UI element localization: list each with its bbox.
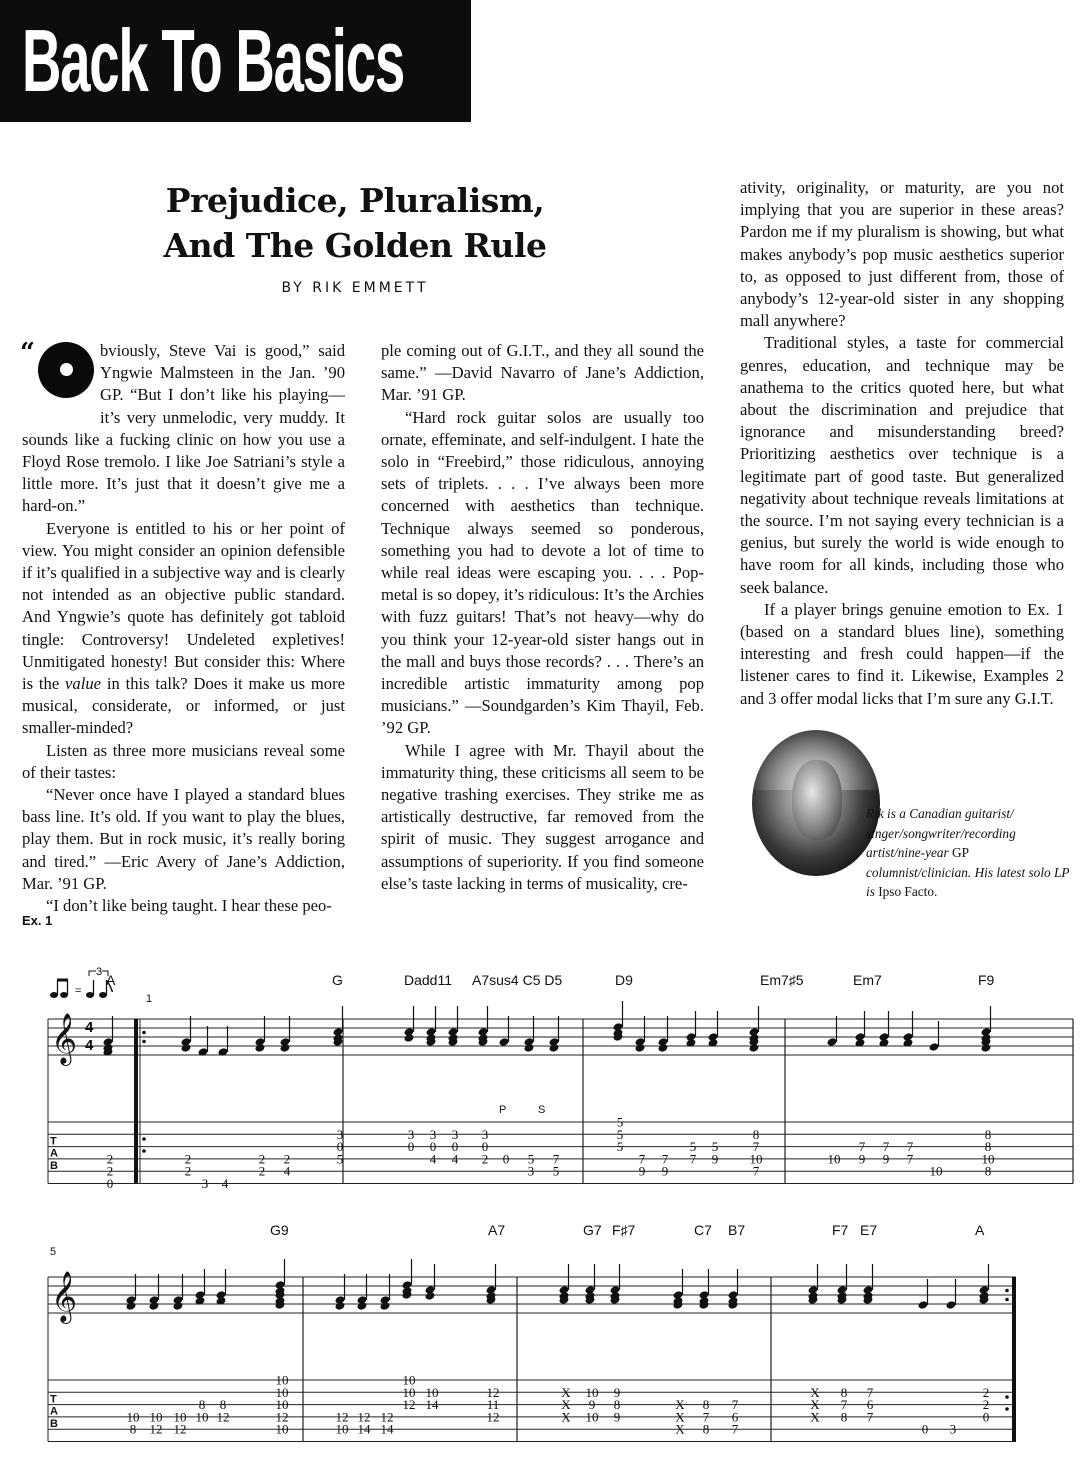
tab-fret-number: X <box>810 1397 820 1413</box>
paragraph: Everyone is entitled to his or her point of view. You might consider an opinion defensible if it’s qualified in a subjective way and is clearly not intended as an objective public standard. And Yngwie’s quote has definitely got tabloid tingle: Controversy! Undeleted expletives! Unmitigated honesty! But consider this: Where is the value in this talk? Does it make us more musical, considerate, or informed, or just smaller-minded? <box>22 518 345 738</box>
tab-fret-number: 0 <box>982 1409 990 1425</box>
tab-fret-number: 5 <box>616 1126 624 1142</box>
tab-fret-number: 3 <box>451 1126 459 1142</box>
section-banner <box>0 0 471 122</box>
tab-column <box>181 1016 192 1179</box>
tab-fret-number: 10 <box>929 1163 943 1179</box>
tab-fret-number: 9 <box>588 1397 596 1413</box>
tab-fret-number: 7 <box>689 1151 697 1167</box>
tab-column <box>708 1011 719 1166</box>
tab-fret-number: 10 <box>402 1384 416 1400</box>
tab-fret-number: 2 <box>481 1151 489 1167</box>
tab-fret-number: 12 <box>335 1409 349 1425</box>
tab-fret-number: 7 <box>906 1139 914 1155</box>
measure-number: 1 <box>146 993 153 1005</box>
tab-fret-number: 3 <box>201 1176 209 1191</box>
music-notation <box>0 930 1090 1462</box>
chord-symbol: G9 <box>270 1222 289 1238</box>
tab-column <box>837 1264 848 1424</box>
chord-symbol: Dadd11 <box>404 972 453 988</box>
tab-column <box>216 1269 230 1424</box>
tab-fret-number: 14 <box>357 1421 371 1437</box>
tab-fret-number: 7 <box>866 1409 874 1425</box>
tab-fret-number: 0 <box>481 1139 489 1155</box>
tab-column <box>946 1279 957 1437</box>
tab-column <box>486 1264 500 1424</box>
tab-fret-number: 2 <box>258 1151 266 1167</box>
chord-symbol: B7 <box>728 1222 746 1238</box>
tab-fret-number: 14 <box>425 1397 439 1413</box>
tab-column <box>929 1021 943 1179</box>
tab-fret-number: 7 <box>752 1163 760 1179</box>
tab-letter-b: B <box>50 1417 58 1430</box>
tab-column <box>728 1269 739 1437</box>
paragraph: “Never once have I played a standard blues bass line. It’s old. If you want to play the blues, play them. But in rock music, it’s really boring and tired.” —Eric Avery of Jane’s Addiction, Mar. ’91 GP. <box>22 785 345 893</box>
notehead <box>404 1033 415 1043</box>
tab-fret-number: 2 <box>283 1151 291 1167</box>
tab-fret-number: 2 <box>106 1163 114 1179</box>
tab-fret-number: 5 <box>711 1139 719 1155</box>
tab-fret-number: 8 <box>702 1421 710 1437</box>
notehead <box>126 1301 137 1311</box>
paragraph: “Hard rock guitar solos are usually too ornate, effeminate, and self-indulgent. I hate the solo in “Freebird,” those ridiculous, annoying sets of triplets. . . . I’ve always been more concerned with aesthetics than technique. Technique always seemed so ponderous, something you had to devote a lot of time to while real ideas were escaping you. . . . Pop-metal is so dopey, it’s ridiculous: It’s the Archies with fuzz guitars! That’s not heavy—why do you think your 12-year-old sister hangs out in the mall and buys those records? . . . There’s an incredible artistic immaturity among pop musicians.” —Soundgarden’s Kim Thayil, Feb. ’92 GP. <box>381 407 704 738</box>
tab-fret-number: 9 <box>882 1151 890 1167</box>
tab-letter-a: A <box>50 1405 58 1418</box>
paragraph: Listen as three more musicians reveal some of their tastes: <box>22 740 345 782</box>
tab-fret-number: 14 <box>380 1421 394 1437</box>
tab-fret-number: 10 <box>585 1409 599 1425</box>
tab-fret-number: 6 <box>866 1397 874 1413</box>
drop-cap-letter-o <box>38 342 94 398</box>
author-bio: Rik is a Canadian guitarist/ singer/songwriter/recording artist/nine-year GP columnist/clinician. His latest solo LP is Ipso Facto. <box>866 806 1070 899</box>
treble-clef-icon: 𝄞 <box>51 1013 78 1064</box>
tab-fret-number: 7 <box>752 1139 760 1155</box>
section-banner-title: Back To Basics <box>22 11 404 110</box>
author-photo <box>752 730 880 876</box>
notehead <box>524 1043 535 1053</box>
tab-fret-number: 10 <box>981 1151 995 1167</box>
tab-fret-number: 9 <box>613 1384 621 1400</box>
tab-column <box>499 1016 510 1166</box>
tab-column <box>879 1011 890 1166</box>
technique-mark-pull-off: P <box>499 1104 507 1116</box>
tab-fret-number: 7 <box>731 1397 739 1413</box>
tab-column <box>855 1011 866 1166</box>
notehead <box>635 1043 646 1053</box>
tab-fret-number: 8 <box>984 1126 992 1142</box>
tab-fret-number: 12 <box>149 1421 163 1437</box>
tab-fret-number: 10 <box>827 1151 841 1167</box>
repeat-dot <box>1005 1289 1009 1293</box>
article-column-3 <box>740 177 1064 710</box>
tab-fret-number: 5 <box>527 1151 535 1167</box>
notehead <box>149 1301 160 1311</box>
tab-fret-number: X <box>561 1409 571 1425</box>
tab-column <box>613 1001 624 1154</box>
tab-fret-number: 2 <box>982 1384 990 1400</box>
tab-fret-number: 7 <box>906 1151 914 1167</box>
tab-fret-number: 7 <box>661 1151 669 1167</box>
tab-column <box>918 1279 929 1437</box>
tab-column <box>195 1269 209 1424</box>
tab-fret-number: 10 <box>275 1372 289 1388</box>
system-1 <box>48 972 1073 1191</box>
notehead <box>255 1043 266 1053</box>
tab-column <box>658 1016 669 1179</box>
chord-symbol: F♯7 <box>612 1222 636 1238</box>
tab-fret-number: 10 <box>149 1409 163 1425</box>
paragraph: bviously, Steve Vai is good,” said Yngwie Malmsteen in the Jan. ’90 GP. “But I don’t like his playing—it’s very unmelodic, very muddy. It sounds like a fucking clinic on how you use a Floyd Rose tremolo. I like Joe Satriani’s style a little more. It’s just that it doesn’t give me a hard-on.” <box>22 341 345 516</box>
repeat-dot <box>1005 1395 1009 1399</box>
chord-symbol: G7 <box>583 1222 602 1238</box>
tab-fret-number: 8 <box>129 1421 137 1437</box>
tab-fret-number: 10 <box>275 1421 289 1437</box>
tab-column <box>478 1006 489 1166</box>
tab-column <box>749 1006 763 1179</box>
tab-fret-number: 4 <box>221 1176 229 1191</box>
tab-fret-number: X <box>561 1397 571 1413</box>
tab-column <box>686 1011 697 1166</box>
tab-fret-number: 5 <box>689 1139 697 1155</box>
article-column-2 <box>381 340 704 895</box>
tab-letter-t: T <box>50 1135 57 1148</box>
tab-column <box>979 1264 990 1424</box>
measure-number: 5 <box>50 1246 57 1258</box>
tab-column <box>402 1259 416 1412</box>
tab-fret-number: 3 <box>429 1126 437 1142</box>
tab-fret-number: 10 <box>402 1372 416 1388</box>
repeat-dot <box>142 1040 146 1044</box>
paragraph: Traditional styles, a taste for commercial genres, education, and technique may be anathema to the critics quoted here, but what about the discrimination and prejudice that ignorance and misunderstanding breed? Prioritizing aesthetics over technique is a legitimate part of good taste. But generalized negativity about technique reveals limitations at the source. I’m not saying every technician is a genius, but surely the world is wide enough to have room for all kinds, including those who seek balance. <box>740 333 1064 597</box>
tab-fret-number: 8 <box>219 1397 227 1413</box>
notehead <box>335 1301 346 1311</box>
tab-column <box>585 1264 599 1424</box>
headline-line-1: Prejudice, Pluralism, <box>165 181 545 220</box>
system-2 <box>48 1222 1016 1442</box>
tab-letter-a: A <box>50 1147 58 1160</box>
example-label: Ex. 1 <box>22 913 53 928</box>
chord-symbol: F9 <box>978 972 995 988</box>
tab-column <box>198 1026 209 1191</box>
tab-fret-number: 10 <box>425 1384 439 1400</box>
time-signature-bottom: 4 <box>85 1037 94 1054</box>
tab-column <box>218 1026 229 1191</box>
tab-fret-number: 7 <box>552 1151 560 1167</box>
tab-fret-number: 5 <box>552 1163 560 1179</box>
notehead <box>357 1301 368 1311</box>
notehead <box>946 1300 957 1310</box>
tab-fret-number: 3 <box>336 1126 344 1142</box>
tab-fret-number: 0 <box>106 1176 114 1191</box>
paragraph: If a player brings genuine emotion to Ex. 1 (based on a standard blues line), something interesting and fresh could happen—if the listener cares to find it. Likewise, Examples 2 and 3 offer modal licks that I’m sure any G.I.T. <box>740 599 1064 708</box>
repeat-end-barline <box>1012 1277 1016 1442</box>
notehead <box>181 1043 192 1053</box>
time-signature-top: 4 <box>85 1019 94 1036</box>
tab-fret-number: 8 <box>984 1163 992 1179</box>
tab-fret-number: 10 <box>335 1421 349 1437</box>
tab-fret-number: 3 <box>527 1163 535 1179</box>
notehead <box>549 1043 560 1053</box>
notehead <box>929 1042 940 1052</box>
chord-symbol: Em7♯5 <box>760 972 804 988</box>
tab-column <box>808 1264 821 1424</box>
tab-fret-number: 12 <box>173 1421 187 1437</box>
paragraph: ativity, originality, or maturity, are you not implying that you are superior in these areas? Pardon me if my pluralism is showing, but what makes anybody’s pop music aesthetics superior to, as opposed to just different from, those of anybody’s 12-year-old sister in any shopping mall anywhere? <box>740 178 1064 331</box>
tab-fret-number: 7 <box>731 1421 739 1437</box>
tab-fret-number: 8 <box>840 1409 848 1425</box>
headline-line-2: And The Golden Rule <box>163 226 547 265</box>
tab-fret-number: X <box>675 1421 685 1437</box>
tab-fret-number: 5 <box>616 1114 624 1130</box>
tab-fret-number: 8 <box>752 1126 760 1142</box>
tab-letter-t: T <box>50 1393 57 1406</box>
tab-fret-number: 2 <box>982 1397 990 1413</box>
tab-column <box>635 1016 646 1179</box>
tab-fret-number: 8 <box>613 1397 621 1413</box>
tab-fret-number: 3 <box>407 1126 415 1142</box>
emphasis: value <box>65 674 101 694</box>
chord-symbol: A <box>106 972 116 988</box>
chord-symbol: F7 <box>832 1222 849 1238</box>
notehead <box>918 1300 929 1310</box>
tab-fret-number: 4 <box>283 1163 291 1179</box>
tab-fret-number: 2 <box>106 1151 114 1167</box>
tab-fret-number: 0 <box>921 1421 929 1437</box>
tab-fret-number: 9 <box>613 1409 621 1425</box>
repeat-dot <box>1005 1407 1009 1411</box>
tab-fret-number: X <box>561 1384 571 1400</box>
tab-fret-number: 4 <box>429 1151 437 1167</box>
article-headline <box>140 178 570 268</box>
tuplet-number: 3 <box>96 966 103 978</box>
tab-fret-number: 10 <box>585 1384 599 1400</box>
tab-fret-number: 0 <box>502 1151 510 1167</box>
tab-column <box>699 1269 710 1437</box>
open-quote-icon: “ <box>20 338 35 368</box>
tab-fret-number: 12 <box>402 1397 416 1413</box>
notehead <box>749 1043 760 1053</box>
tab-column <box>673 1269 686 1437</box>
tab-fret-number: 7 <box>866 1384 874 1400</box>
tab-fret-number: 12 <box>357 1409 371 1425</box>
article-column-1 <box>22 340 345 917</box>
chord-symbol: A7sus4 C5 D5 <box>472 972 563 988</box>
tab-fret-number: 2 <box>184 1163 192 1179</box>
notehead <box>173 1301 184 1311</box>
tab-column <box>549 1016 560 1179</box>
repeat-dot <box>1005 1298 1009 1302</box>
tab-fret-number: 2 <box>184 1151 192 1167</box>
paragraph: While I agree with Mr. Thayil about the immaturity thing, these criticisms all seem to be negative trashing exercises. They strike me as artistically destructive, far removed from the spirit of music. They suggest arrogance and assumptions of superiority. If you find someone else’s taste lacking in terms of musicality, cre- <box>381 740 704 893</box>
chord-symbol: Em7 <box>853 972 882 988</box>
tab-fret-number: 8 <box>198 1397 206 1413</box>
byline: BY RIK EMMETT <box>281 280 429 296</box>
tab-column <box>280 1016 291 1179</box>
tab-fret-number: 7 <box>882 1139 890 1155</box>
tab-fret-number: 10 <box>195 1409 209 1425</box>
notehead <box>981 1043 992 1053</box>
technique-mark-slide: S <box>538 1104 546 1116</box>
tab-fret-number: 10 <box>126 1409 140 1425</box>
swing-marking <box>50 966 113 998</box>
tab-column <box>126 1274 140 1437</box>
repeat-start-barline <box>134 1019 138 1184</box>
treble-clef-icon: 𝄞 <box>51 1271 78 1322</box>
tab-column <box>333 1006 344 1166</box>
notehead <box>499 1037 510 1047</box>
tab-fret-number: 5 <box>336 1151 344 1167</box>
chord-symbol: A <box>975 1222 985 1238</box>
tab-fret-number: 8 <box>702 1397 710 1413</box>
notehead <box>658 1043 669 1053</box>
tab-fret-number: 10 <box>275 1384 289 1400</box>
tab-column <box>448 1006 459 1166</box>
svg-text:=: = <box>75 985 82 997</box>
tab-column <box>426 1006 437 1166</box>
drop-cap <box>20 340 94 408</box>
tab-fret-number: 3 <box>481 1126 489 1142</box>
tab-fret-number: 0 <box>429 1139 437 1155</box>
tab-column <box>610 1264 621 1424</box>
tab-column <box>335 1274 349 1437</box>
tab-fret-number: 9 <box>638 1163 646 1179</box>
tab-letter-b: B <box>50 1159 58 1172</box>
tab-fret-number: 7 <box>840 1397 848 1413</box>
repeat-dot <box>142 1031 146 1035</box>
tab-fret-number: 12 <box>486 1409 500 1425</box>
repeat-dot <box>142 1149 146 1153</box>
tab-fret-number: X <box>810 1384 820 1400</box>
notehead <box>280 1043 291 1053</box>
tab-fret-number: 3 <box>949 1421 957 1437</box>
paragraph: ple coming out of G.I.T., and they all sound the same.” —David Navarro of Jane’s Addiction, Mar. ’91 GP. <box>381 341 704 405</box>
tab-column <box>103 1016 114 1191</box>
tab-fret-number: 12 <box>486 1384 500 1400</box>
chord-symbol: G <box>332 972 343 988</box>
tab-column <box>827 1016 841 1166</box>
tab-fret-number: X <box>810 1409 820 1425</box>
tab-fret-number: 10 <box>275 1397 289 1413</box>
paragraph: “I don’t like being taught. I hear these peo- <box>46 896 332 916</box>
tab-fret-number: 5 <box>616 1139 624 1155</box>
tab-fret-number: 10 <box>173 1409 187 1425</box>
tab-column <box>149 1274 163 1437</box>
tab-fret-number: 10 <box>749 1151 763 1167</box>
tab-fret-number: 0 <box>336 1139 344 1155</box>
repeat-dot <box>142 1137 146 1141</box>
tab-fret-number: 7 <box>858 1139 866 1155</box>
notehead <box>425 1291 436 1301</box>
tab-fret-number: 8 <box>984 1139 992 1155</box>
tab-column <box>981 1006 995 1179</box>
tab-column <box>255 1016 266 1179</box>
notehead <box>827 1037 838 1047</box>
tab-fret-number: 7 <box>638 1151 646 1167</box>
tab-column <box>380 1274 394 1437</box>
tab-column <box>357 1274 371 1437</box>
tab-fret-number: 12 <box>380 1409 394 1425</box>
chord-symbol: A7 <box>488 1222 506 1238</box>
tab-fret-number: 2 <box>258 1163 266 1179</box>
tab-fret-number: 8 <box>840 1384 848 1400</box>
tab-fret-number: 9 <box>858 1151 866 1167</box>
tab-fret-number: X <box>675 1409 685 1425</box>
tab-fret-number: 9 <box>711 1151 719 1167</box>
tab-column <box>903 1011 914 1166</box>
tab-fret-number: 6 <box>731 1409 739 1425</box>
tab-fret-number: 4 <box>451 1151 459 1167</box>
tab-fret-number: 0 <box>407 1139 415 1155</box>
tab-fret-number: 12 <box>216 1409 230 1425</box>
tab-fret-number: X <box>675 1397 685 1413</box>
tab-column <box>173 1274 187 1437</box>
tab-column <box>863 1264 874 1424</box>
tab-fret-number: 11 <box>486 1397 500 1413</box>
tab-fret-number: 7 <box>702 1409 710 1425</box>
tab-fret-number: 9 <box>661 1163 669 1179</box>
tab-fret-number: 0 <box>451 1139 459 1155</box>
notehead <box>380 1301 391 1311</box>
tab-column <box>559 1264 572 1424</box>
chord-symbol: E7 <box>860 1222 878 1238</box>
tab-fret-number: 12 <box>275 1409 289 1425</box>
tab-column <box>524 1016 535 1179</box>
chord-symbol: C7 <box>694 1222 712 1238</box>
chord-symbol: D9 <box>615 972 633 988</box>
